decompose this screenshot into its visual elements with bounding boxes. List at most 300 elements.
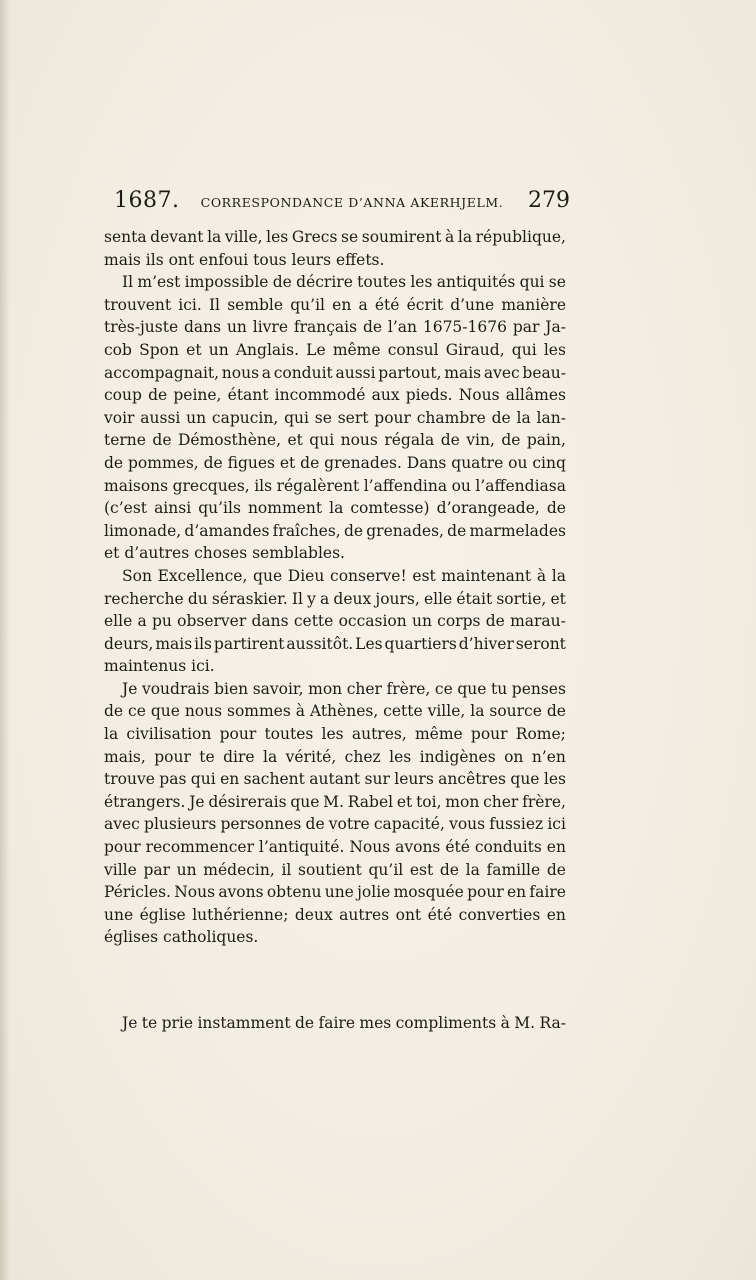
word: qu’il <box>368 860 404 879</box>
catchline-text <box>122 1012 566 1034</box>
word: en <box>506 883 527 902</box>
word: faire <box>318 1014 356 1032</box>
word: que <box>510 770 540 789</box>
word: trouve <box>104 770 155 789</box>
word: écrit <box>406 295 444 314</box>
text-line <box>104 633 566 656</box>
word: conduit <box>273 363 333 382</box>
word: Je <box>122 1014 138 1032</box>
word: sert <box>337 408 369 427</box>
word: du <box>187 589 208 608</box>
word: de <box>546 860 566 879</box>
word: de <box>501 431 521 450</box>
word: (c’est <box>104 499 148 518</box>
word: français <box>293 318 358 337</box>
word: ce <box>434 679 453 698</box>
page-gutter-shadow <box>0 0 10 1280</box>
text-line <box>104 271 566 294</box>
word: votre <box>328 815 370 834</box>
word: a <box>261 363 271 382</box>
text-line <box>104 362 566 385</box>
word: médecin, <box>203 860 275 879</box>
word: nous <box>340 431 378 450</box>
word: vérité, <box>285 747 337 766</box>
word: pour <box>154 747 191 766</box>
word: de <box>203 453 223 472</box>
text-line <box>104 475 566 498</box>
word: cette <box>383 702 423 721</box>
word: l’affendiasa <box>475 476 566 495</box>
word: pour <box>470 725 508 744</box>
word: Excellence, <box>157 566 248 585</box>
word: pour <box>104 838 141 857</box>
word: Rabel <box>347 792 394 811</box>
word: il <box>281 860 292 879</box>
text-line <box>104 588 566 611</box>
word: bien <box>214 679 249 698</box>
word: cher <box>483 792 519 811</box>
word: observer <box>177 612 247 631</box>
word: Spon <box>139 340 179 359</box>
word: incommodé <box>274 386 366 405</box>
word: très-juste <box>104 318 179 337</box>
text-line <box>104 452 566 475</box>
word: régalèrent <box>276 476 360 495</box>
word: allâmes <box>505 386 566 405</box>
word: figues <box>227 453 275 472</box>
word: mon <box>445 792 480 811</box>
text-line <box>104 610 566 633</box>
word: coup <box>104 386 142 405</box>
word: Nous <box>349 838 391 857</box>
word: Péricles. <box>104 883 171 902</box>
word: elle <box>423 589 453 608</box>
header-year: 1687. <box>114 188 180 213</box>
text-line <box>104 384 566 407</box>
word: et <box>279 453 296 472</box>
word: personnes <box>220 815 302 834</box>
word: une <box>324 883 354 902</box>
word: république, <box>475 228 566 246</box>
text-line <box>104 768 566 791</box>
word: vous <box>449 815 486 834</box>
word: corps <box>437 612 481 631</box>
word: d’une <box>450 295 495 314</box>
word: de <box>152 431 172 450</box>
word: la <box>470 702 485 721</box>
word: mais <box>444 363 482 382</box>
text-line <box>104 791 566 814</box>
word: devant <box>150 228 204 246</box>
text-line <box>104 226 566 249</box>
text-line <box>104 497 566 520</box>
word: décrire <box>296 273 353 292</box>
word: te <box>141 1014 158 1032</box>
word: Dans <box>406 453 447 472</box>
word: beau- <box>522 363 566 382</box>
word: que <box>290 792 320 811</box>
word: ainsi <box>154 499 192 518</box>
word: a <box>320 589 330 608</box>
word: se <box>548 273 566 292</box>
word: ville <box>104 860 137 879</box>
text-line <box>104 723 566 746</box>
word: manière <box>501 295 566 314</box>
word: elle <box>104 612 133 631</box>
word: la <box>329 499 344 518</box>
word: était <box>456 589 493 608</box>
word: à <box>500 1014 510 1032</box>
word: se <box>314 408 332 427</box>
word: capucin, <box>211 408 279 427</box>
word: en <box>332 295 352 314</box>
word: cher <box>346 679 382 698</box>
word: recherche <box>104 589 184 608</box>
word: occasion <box>338 612 407 631</box>
word: séraskier. <box>211 589 288 608</box>
word: ils <box>254 476 273 495</box>
word: la <box>263 747 278 766</box>
word: dans <box>184 318 222 337</box>
word: Son <box>122 566 152 585</box>
word: marau- <box>510 612 566 631</box>
word: un <box>208 340 229 359</box>
word: avec <box>104 815 140 834</box>
word: nous <box>184 702 223 721</box>
word: fraîches, <box>272 521 341 540</box>
word: pas <box>159 770 187 789</box>
word: nous <box>221 363 260 382</box>
text-line <box>104 520 566 543</box>
word: instamment <box>197 1014 291 1032</box>
word: mes <box>359 1014 392 1032</box>
word: de <box>300 453 320 472</box>
word: à <box>445 228 455 246</box>
text-line <box>104 429 566 452</box>
word: pour <box>467 883 504 902</box>
word: maintenant <box>441 566 532 585</box>
word: conserve! <box>330 566 407 585</box>
word: qu’ils <box>198 499 241 518</box>
word: chambre <box>416 408 486 427</box>
word: Nous <box>458 386 500 405</box>
word: accompagnait, <box>104 363 220 382</box>
word: Le <box>306 340 326 359</box>
word: trouvent <box>104 295 172 314</box>
word: de <box>362 318 383 337</box>
word: qui <box>519 273 545 292</box>
word: Ra- <box>539 1014 566 1032</box>
word: se <box>341 228 359 246</box>
word: que <box>150 702 180 721</box>
word: Athènes, <box>309 702 379 721</box>
word: un <box>411 612 432 631</box>
word: de <box>294 1014 315 1032</box>
word: de <box>546 702 566 721</box>
word: en <box>546 838 566 857</box>
word: de <box>104 702 124 721</box>
word: Anglais. <box>235 340 299 359</box>
word: de <box>485 612 505 631</box>
word: les <box>266 228 289 246</box>
word: dire <box>223 747 255 766</box>
word: la <box>516 408 531 427</box>
word: de <box>343 521 364 540</box>
word: marmelades <box>469 521 566 540</box>
word: impossible <box>184 273 269 292</box>
word: la <box>207 228 222 246</box>
word: pour <box>374 408 411 427</box>
word: obtenu <box>266 883 322 902</box>
word: frère, <box>386 679 431 698</box>
text-line <box>104 565 566 588</box>
word: toutes <box>357 273 407 292</box>
word: l’an <box>387 318 417 337</box>
word: indigènes <box>419 747 496 766</box>
word: de <box>305 815 325 834</box>
word: sommes <box>227 702 291 721</box>
word: autant <box>309 770 361 789</box>
word: toi, <box>416 792 442 811</box>
text-line: maintenus ici. <box>104 657 215 676</box>
word: été <box>374 295 400 314</box>
word: maisons <box>104 476 169 495</box>
word: vin, <box>466 431 495 450</box>
page-header <box>104 188 568 222</box>
word: de <box>447 521 467 540</box>
word: luthérienne; <box>192 905 289 924</box>
word: Ja- <box>545 318 566 337</box>
word: partout, <box>378 363 442 382</box>
page-number: 279 <box>528 188 570 213</box>
body-text <box>104 226 566 976</box>
word: 1675-1676 <box>422 318 507 337</box>
word: jours, <box>375 589 420 608</box>
word: la <box>465 860 480 879</box>
text-line <box>104 316 566 339</box>
text-line <box>104 746 566 769</box>
word: aux <box>371 386 400 405</box>
word: ville, <box>224 228 263 246</box>
word: est <box>409 860 434 879</box>
word: faire <box>529 883 566 902</box>
word: été <box>427 905 453 924</box>
word: te <box>199 747 215 766</box>
word: soumirent <box>361 228 442 246</box>
word: Je <box>122 679 138 698</box>
word: peine, <box>173 386 222 405</box>
word: ou <box>451 476 471 495</box>
word: civilisation <box>126 725 212 744</box>
word: de <box>148 386 168 405</box>
word: un <box>176 860 197 879</box>
word: les <box>543 340 566 359</box>
word: été <box>445 838 470 857</box>
word: ou <box>508 453 528 472</box>
word: grenades. <box>324 453 402 472</box>
word: à <box>295 702 305 721</box>
word: et <box>287 431 303 450</box>
word: Les <box>355 634 383 653</box>
word: consul <box>387 340 439 359</box>
word: la <box>104 725 119 744</box>
word: ils <box>194 634 212 653</box>
word: un <box>226 318 247 337</box>
word: prie <box>161 1014 194 1032</box>
word: ici. <box>178 295 202 314</box>
word: sortie, <box>496 589 547 608</box>
word: voir <box>104 408 135 427</box>
word: régala <box>384 431 435 450</box>
word: sachent <box>243 770 305 789</box>
word: en <box>546 905 566 924</box>
text-line: et d’autres choses semblables. <box>104 544 345 563</box>
word: pieds. <box>405 386 453 405</box>
word: aussi <box>140 408 181 427</box>
word: m’est <box>137 273 181 292</box>
word: a <box>358 295 368 314</box>
word: d’amandes <box>184 521 270 540</box>
word: pu <box>151 612 172 631</box>
text-line <box>104 678 566 701</box>
word: autres <box>339 905 390 924</box>
text-line <box>104 881 566 904</box>
word: penses <box>511 679 566 698</box>
word: les <box>410 273 433 292</box>
word: pommes, <box>128 453 199 472</box>
word: un <box>186 408 207 427</box>
word: l’affendina <box>363 476 448 495</box>
word: même <box>332 340 381 359</box>
word: en <box>220 770 240 789</box>
word: de <box>104 453 124 472</box>
word: ville, <box>427 702 466 721</box>
word: Il <box>122 273 134 292</box>
word: mon <box>308 679 343 698</box>
word: limonade, <box>104 521 182 540</box>
word: par <box>512 318 540 337</box>
word: n’en <box>531 747 566 766</box>
word: la <box>457 228 473 246</box>
word: cinq <box>532 453 566 472</box>
word: M. <box>323 792 344 811</box>
word: mais, <box>104 747 146 766</box>
word: seront <box>515 634 566 653</box>
word: toutes <box>264 725 314 744</box>
word: savoir, <box>252 679 304 698</box>
text-line <box>104 904 566 927</box>
word: et <box>550 589 566 608</box>
text-line <box>104 813 566 836</box>
word: aussitôt. <box>286 634 354 653</box>
word: converties <box>458 905 541 924</box>
word: on <box>504 747 524 766</box>
word: Je <box>189 792 205 811</box>
word: ce <box>128 702 146 721</box>
word: mais <box>155 634 193 653</box>
word: semble <box>227 295 284 314</box>
word: autres, <box>351 725 407 744</box>
word: de <box>491 408 511 427</box>
word: les <box>543 770 566 789</box>
word: source <box>489 702 542 721</box>
running-title: CORRESPONDANCE D’ANNA AKERHJELM. <box>200 195 504 210</box>
word: deux <box>333 589 372 608</box>
word: compliments <box>395 1014 497 1032</box>
word: frère, <box>522 792 566 811</box>
word: ont <box>395 905 422 924</box>
word: qu’il <box>290 295 325 314</box>
word: conduits <box>474 838 542 857</box>
word: livre <box>252 318 289 337</box>
word: et <box>186 340 202 359</box>
text-line <box>104 407 566 430</box>
word: y <box>307 589 316 608</box>
word: l’antiquité. <box>258 838 345 857</box>
word: Il <box>291 589 303 608</box>
word: deux <box>294 905 333 924</box>
text-line: églises catholiques. <box>104 928 259 947</box>
word: par <box>143 860 171 879</box>
word: de <box>546 499 566 518</box>
word: grenades, <box>366 521 444 540</box>
word: Grecs <box>291 228 338 246</box>
word: que <box>253 566 283 585</box>
word: de <box>272 273 292 292</box>
word: terne <box>104 431 146 450</box>
word: les <box>389 747 412 766</box>
word: quatre <box>451 453 504 472</box>
word: désirerais <box>208 792 287 811</box>
word: quartiers <box>384 634 457 653</box>
word: Nous <box>174 883 216 902</box>
word: à <box>536 566 547 585</box>
word: avons <box>218 883 264 902</box>
word: pour <box>219 725 257 744</box>
word: de <box>439 860 459 879</box>
word: aussi <box>335 363 376 382</box>
word: que <box>457 679 487 698</box>
word: chez <box>344 747 381 766</box>
text-line: mais ils ont enfoui tous leurs effets. <box>104 250 385 269</box>
word: a <box>137 612 147 631</box>
word: les <box>321 725 344 744</box>
word: comtesse) <box>350 499 430 518</box>
word: famille <box>486 860 541 879</box>
word: qui <box>190 770 216 789</box>
text-line <box>104 859 566 882</box>
word: voudrais <box>141 679 210 698</box>
word: sur <box>364 770 390 789</box>
word: pain, <box>526 431 566 450</box>
word: dans <box>251 612 289 631</box>
word: recommencer <box>145 838 254 857</box>
word: Rome; <box>515 725 566 744</box>
word: d’hiver <box>458 634 514 653</box>
word: étant <box>227 386 269 405</box>
word: ici <box>547 815 566 834</box>
word: capacité, <box>373 815 445 834</box>
word: qui <box>511 340 537 359</box>
word: deurs, <box>104 634 154 653</box>
word: cob <box>104 340 132 359</box>
word: de <box>440 431 460 450</box>
word: lan- <box>536 408 566 427</box>
word: Dieu <box>287 566 325 585</box>
word: est <box>412 566 436 585</box>
word: Il <box>208 295 221 314</box>
word: église <box>139 905 186 924</box>
